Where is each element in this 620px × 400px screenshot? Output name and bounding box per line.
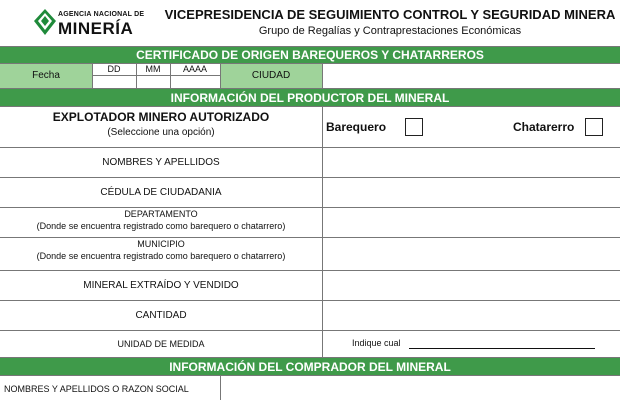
grid-line [0,207,620,208]
explotador-title: EXPLOTADOR MINERO AUTORIZADO [52,110,270,124]
departamento-note: (Donde se encuentra registrado como barequero o chatarrero) [36,221,286,231]
explotador-subtitle: (Seleccione una opción) [107,127,215,138]
grid-line [0,357,620,358]
grid-line [322,106,323,357]
departamento-label-cell [0,207,322,237]
logo-agency-line: AGENCIA NACIONAL DE [58,11,145,18]
page-subtitle: Grupo de Regalías y Contraprestaciones Económicas [258,25,522,37]
grid-line [92,75,220,76]
mm-label: MM [145,64,161,74]
cantidad-label: CANTIDAD [135,309,187,321]
municipio-input[interactable] [323,238,620,270]
municipio-note: (Donde se encuentra registrado como barequero o chatarrero) [36,251,286,261]
logo-mineria: MINERÍA [58,19,134,38]
nombres-label-cell [0,147,322,177]
grid-line [0,106,620,107]
mm-input[interactable] [136,75,170,88]
dd-input[interactable] [92,75,136,88]
nombres-input[interactable] [323,148,620,177]
grid-line [0,300,620,301]
unidad-label-cell [0,330,322,357]
page-title: VICEPRESIDENCIA DE SEGUIMIENTO CONTROL Y SEGURIDAD MINERA [164,7,616,22]
agency-logo [34,8,150,38]
ciudad-input[interactable] [322,63,620,88]
fecha-label: Fecha [32,70,60,81]
certificate-title: CERTIFICADO DE ORIGEN BAREQUEROS Y CHATARREROS [136,47,484,62]
buyer-section-bar [0,358,620,375]
dd-label: DD [107,64,121,74]
producer-section-bar [0,89,620,106]
grid-line [0,46,620,47]
grid-line [0,237,620,238]
unidad-label: UNIDAD DE MEDIDA [117,338,205,349]
barequero-checkbox[interactable] [405,118,423,136]
buyer-section-title: INFORMACIÓN DEL COMPRADOR DEL MINERAL [169,359,451,374]
grid-line [170,63,171,88]
chatarrero-checkbox[interactable] [585,118,603,136]
grid-line [322,63,323,88]
aaaa-input[interactable] [170,75,220,88]
nombres-label: NOMBRES Y APELLIDOS [102,156,220,168]
grid-line [220,375,221,400]
mineral-label: MINERAL EXTRAÍDO Y VENDIDO [83,279,239,291]
mineral-input[interactable] [323,271,620,300]
cantidad-input[interactable] [323,301,620,330]
grid-line [0,147,620,148]
grid-line [0,177,620,178]
cantidad-label-cell [0,300,322,330]
ciudad-label: CIUDAD [251,70,291,81]
logo-emblem-icon [34,9,56,35]
grid-line [0,88,620,89]
grid-line [220,63,221,88]
departamento-label: DEPARTAMENTO [124,209,198,219]
indique-label: Indique cual [352,338,401,348]
buyer-nombres-input[interactable] [221,377,620,400]
grid-line [0,270,620,271]
municipio-label-cell [0,237,322,270]
departamento-input[interactable] [323,208,620,237]
cedula-input[interactable] [323,178,620,207]
grid-line [0,63,620,64]
cedula-label: CÉDULA DE CIUDADANIA [100,186,222,198]
producer-section-title: INFORMACIÓN DEL PRODUCTOR DEL MINERAL [170,90,450,105]
municipio-label: MUNICIPIO [137,239,185,249]
grid-line [0,375,620,376]
indique-input-line[interactable] [409,348,595,349]
ciudad-label-cell [220,63,322,88]
certificate-title-bar [0,46,620,63]
grid-line [136,63,137,88]
cedula-label-cell [0,177,322,207]
barequero-label: Barequero [326,120,387,134]
aaaa-label: AAAA [182,64,207,74]
chatarrero-label: Chatarerro [513,120,575,134]
grid-line [0,330,620,331]
grid-line [92,63,93,88]
mineral-label-cell [0,270,322,300]
buyer-nombres-label: NOMBRES Y APELLIDOS O RAZON SOCIAL [4,384,189,394]
fecha-label-cell [0,63,92,88]
